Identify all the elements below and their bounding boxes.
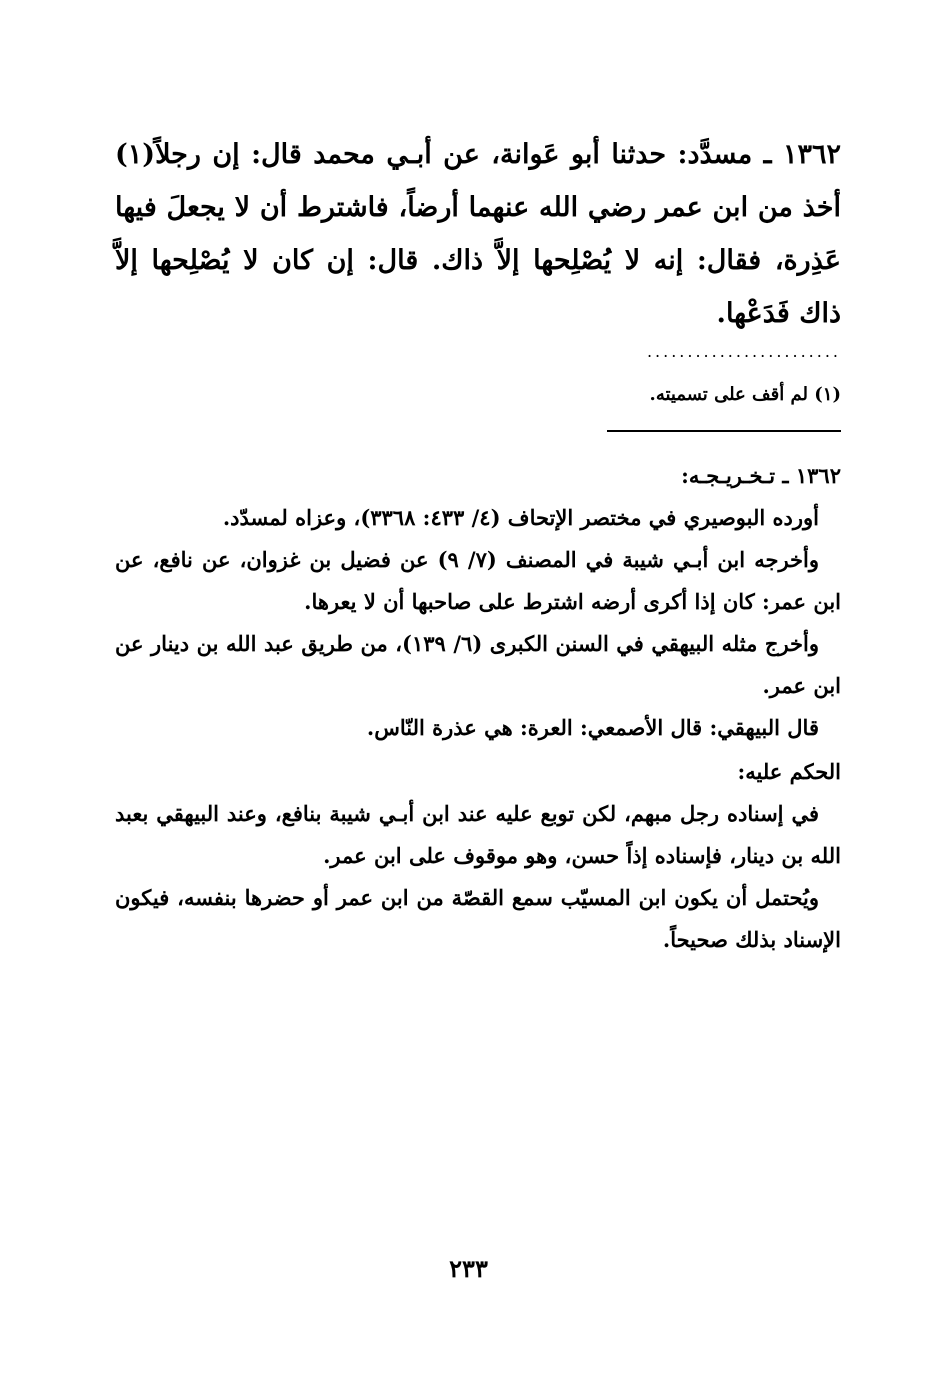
hukm-heading: الحكم عليه: — [737, 759, 841, 784]
takhrij-paragraph-2: وأخرجه ابن أبـي شيبة في المصنف (٧/ ٩) عن فضيل بن غزوان، عن نافع، عن ابن عمر: كان إذا أكرى أرضه اشترط على صاحبها أن لا يعرها. — [115, 547, 841, 614]
hukm-paragraph-2: ويُحتمل أن يكون ابن المسيّب سمع القصّة من ابن عمر أو حضرها بنفسه، فيكون الإسناد بذلك صحيحاً. — [115, 885, 841, 952]
hadith-text-block — [115, 128, 841, 340]
takhrij-paragraph-1: أورده البوصيري في مختصر الإتحاف (٤/ ٤٣٣: ٣٣٦٨)، وعزاه لمسدّد. — [222, 505, 819, 530]
takhrij-section — [115, 455, 841, 961]
takhrij-paragraph-4: قال البيهقي: قال الأصمعي: العرة: هي عذرة النّاس. — [366, 715, 819, 740]
takhrij-heading: ١٣٦٢ ـ تـخـريـجـه: — [681, 463, 841, 488]
footnote-separator-dots: ........................ — [646, 344, 841, 360]
takhrij-paragraph-3: وأخرج مثله البيهقي في السنن الكبرى (٦/ ١٣٩)، من طريق عبد الله بن دينار عن ابن عمر. — [115, 631, 841, 698]
page-number: ٢٣٣ — [449, 1254, 488, 1283]
hukm-paragraph-1: في إسناده رجل مبهم، لكن توبع عليه عند ابن أبـي شيبة بنافع، وعند البيهقي بعبد الله بن دينار، فإسناده إذاً حسن، وهو موقوف على ابن عمر. — [115, 801, 841, 868]
hadith-paragraph: ١٣٦٢ ـ مسدَّد: حدثنا أبو عَوانة، عن أبـي محمد قال: إن رجلاً(١) أخذ من ابن عمر رضي الله عنهما أرضاً، فاشترط أن لا يجعلَ فيها عَذِرة، فقال: إنه لا يُصْلِحها إلاَّ ذاك. قال: إن كان لا يُصْلِحها إلاَّ ذاك فَدَعْها. — [115, 139, 841, 329]
section-divider-line — [607, 430, 841, 432]
footnote: (١) لم أقف على تسميته. — [649, 384, 841, 405]
